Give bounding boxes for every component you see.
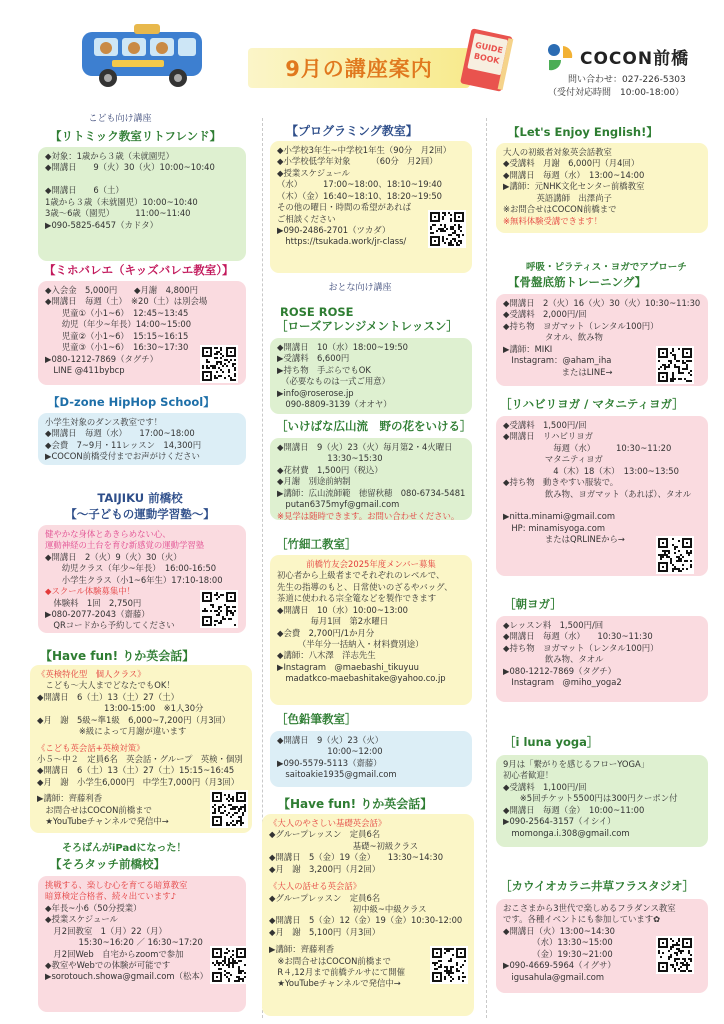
card-line: ※級によって月謝が違います xyxy=(37,726,187,737)
card-line: お問合せはCOCON前橋まで xyxy=(37,804,152,815)
book-text: BOOK xyxy=(473,51,501,66)
card-line: ◆開講日 10（水）18:00~19:50 xyxy=(277,342,409,352)
card-line: ▶nitta.minami@gmail.com xyxy=(503,511,616,522)
bus-illustration xyxy=(72,14,212,96)
card-line: 初中級~中級クラス xyxy=(269,903,427,914)
card-line: 月2回Web 自宅からzoomで参加 xyxy=(45,948,184,959)
card-line: ◆入会金 5,000円 ◆月謝 4,800円 xyxy=(45,285,198,295)
class-catchphrase: 呼吸・ピラティス・ヨガでアプローチ xyxy=(526,262,687,273)
card-line: ◆月 謝 小学生6,000円 中学生7,000円（月3回） xyxy=(37,776,240,787)
card-line: 《大人のやさしい基礎英会話》 xyxy=(269,818,387,828)
card-line: 小５～中２ 定員6名 英会話・グループ 英検・個別 xyxy=(37,753,243,764)
class-title: ［色鉛筆教室］ xyxy=(276,712,357,726)
card-line: ▶080-1212-7869（タグチ） xyxy=(45,353,158,364)
card-line: ▶持ち物 手ぶらでもOK xyxy=(277,364,371,375)
class-card xyxy=(38,147,246,261)
card-line: 13:00-15:00 ※1人30分 xyxy=(37,703,204,714)
card-line: ※お問合せはCOCON前橋まで xyxy=(503,204,617,215)
card-line: （必要なものは一式ご用意） xyxy=(277,376,391,387)
class-card xyxy=(496,755,708,847)
cocon-logo-icon xyxy=(545,42,575,72)
card-line: 初心者から上級者までそれぞれのレベルで、 xyxy=(277,570,445,581)
qr-code-icon[interactable] xyxy=(656,346,694,384)
card-line: Instagram：@aham_iha xyxy=(503,355,612,366)
card-line: ◆開講日 2（火）9（火）30（火） xyxy=(45,551,182,562)
card-line: 暗算検定合格者、続々出ています♪ xyxy=(45,891,176,902)
column-divider-2 xyxy=(486,118,487,1018)
card-line: ◆持ち物 ヨガマット（レンタル100円） xyxy=(503,320,659,331)
card-line: （半年分一括納入・材料費別途） xyxy=(277,638,424,649)
card-line: ◆開講日 毎週（水） 10:30~11:30 xyxy=(503,631,653,642)
class-card xyxy=(38,876,246,1012)
class-card xyxy=(262,814,474,1016)
card-line: 《英検特化型 個人クラス》 xyxy=(37,669,146,679)
card-line: 茶道に使われる宗全篭などを製作できます xyxy=(277,593,437,604)
guide-book-icon xyxy=(455,26,517,98)
card-line: https://tsukada.work/jr-class/ xyxy=(277,236,407,247)
card-line: 運動神経の土台を育む新感覚の運動学習塾 xyxy=(45,540,205,551)
card-line: 毎週（水） 10:30~11:20 xyxy=(503,442,672,453)
card-line: ◆スクール体験募集中！ xyxy=(45,586,136,597)
card-line: ▶Instagram @maebashi_tikuyuu xyxy=(277,661,419,672)
card-line: ◆開講日 リハビリヨガ xyxy=(503,431,593,442)
card-line: ★YouTubeチャンネルで発信中→ xyxy=(37,816,169,827)
card-line: ※無料体験受講できます！ xyxy=(503,215,603,226)
class-title: ［竹細工教室］ xyxy=(276,537,357,551)
card-line: マタニティヨガ xyxy=(503,454,603,465)
contact-phone: 問い合わせ：027-226-5303 xyxy=(568,75,686,85)
card-line: ◆レッスン料 1,500円/回 xyxy=(503,620,604,630)
card-line: またはLINE→ xyxy=(503,366,613,377)
card-line: ◆開講日 2（火）16（火）30（火）10:30~11:30 xyxy=(503,298,701,308)
class-card xyxy=(270,438,472,520)
card-line xyxy=(503,500,701,511)
card-line: 飲み物、タオル xyxy=(503,654,604,665)
class-title: 【Have fun! りか英会話】 xyxy=(40,649,195,663)
class-title: ［いけばな広山流 野の花をいける］ xyxy=(276,419,472,433)
card-line: ◆開講日 6（土） xyxy=(45,185,124,196)
card-line: ◆開講日（火）13:00~14:30 xyxy=(503,925,615,936)
card-line: またはQRLINEから→ xyxy=(503,534,625,545)
card-line: HP: minamisyoga.com xyxy=(503,522,606,533)
card-line: ▶講師：MIKI xyxy=(503,343,553,354)
card-line: 《こども英会話+英検対策》 xyxy=(37,742,145,753)
card-line: 9月は「繋がりを感じるフローYOGA」 xyxy=(503,759,650,769)
card-line: ◆講師：八木澤 洋志先生 xyxy=(277,650,376,661)
class-title: ［リハビリヨガ / マタニティヨガ］ xyxy=(500,397,684,411)
card-line: ◆授業スケジュール xyxy=(45,914,118,925)
card-line: おこさまから3世代で楽しめるフラダンス教室 xyxy=(503,903,676,913)
class-title: 【D-zone HipHop School】 xyxy=(48,395,215,409)
kids-section-label: こども向け講座 xyxy=(88,114,152,124)
class-title: ROSE ROSE xyxy=(280,305,354,319)
card-line: ◆花材費 1,500円（税込） xyxy=(277,464,383,475)
card-line: 3歳～6歳（園児） 11:00~11:40 xyxy=(45,208,191,219)
card-line: ▶info@roserose.jp xyxy=(277,387,354,398)
class-title: 【Let's Enjoy English!】 xyxy=(508,125,658,139)
card-line: ▶090-5825-6457（カドタ） xyxy=(45,219,158,230)
card-line: ◆開講日 6（土）13（土）27（土）15:15~16:45 xyxy=(37,765,235,776)
card-line: ◆対象：1歳から３歳（未就園児） xyxy=(45,151,175,161)
card-line: ◆開講日 9（火）23（火）毎月第2・4火曜日 xyxy=(277,442,453,452)
class-card xyxy=(496,616,708,702)
card-line: ▶講師：広山流師範 徳留秋穂 080-6734-5481 xyxy=(277,487,465,498)
card-line: 初心者歓迎！ xyxy=(503,770,554,781)
card-line: ◆小学校低学年対象 （60分 月2回） xyxy=(277,156,438,167)
card-line: ◆月 謝 5級~準1級 6,000~7,200円（月3回） xyxy=(37,714,231,725)
card-line: ◆会費 2,700円/1か月分 xyxy=(277,627,375,638)
card-line: タオル、飲み物 xyxy=(503,332,603,343)
class-card xyxy=(270,731,472,787)
card-line: （木）（金）16:40~18:10、18:20~19:50 xyxy=(277,190,443,201)
card-line: 13:30~15:30 xyxy=(277,453,383,464)
card-line: その他の曜日・時間の希望があれば xyxy=(277,202,411,213)
card-line: ◆グループレッスン 定員6名 xyxy=(269,829,381,840)
card-line: 090-8809-3139（オオヤ） xyxy=(277,399,392,410)
card-line: 1歳から３歳（未就園児）10:00~10:40 xyxy=(45,196,198,207)
card-line: ▶090-5579-5113（齋藤） xyxy=(277,757,382,768)
card-line: 小学生クラス（小1~6年生）17:10-18:00 xyxy=(45,574,223,585)
logo-text: COCON前橋 xyxy=(580,49,690,69)
card-line: ◆開講日 6（土）13（土）27（土） xyxy=(37,691,179,702)
card-line: 《大人の話せる英会話》 xyxy=(269,881,362,892)
card-line: 飲み物、ヨガマット（あれば）、タオル xyxy=(503,488,692,499)
card-line: ▶090-2564-3157（イシイ） xyxy=(503,816,616,827)
adults-section-label: おとな向け講座 xyxy=(328,283,392,293)
card-line: こども～大人までどなたでもOK！ xyxy=(37,680,175,691)
qr-code-icon[interactable] xyxy=(656,936,694,974)
contact-hours: （受付対応時間 10:00-18:00） xyxy=(548,88,685,98)
card-line: saitoakie1935@gmail.com xyxy=(277,769,397,780)
card-line: ◆月 謝 3,200円（月2回） xyxy=(269,863,381,874)
card-line: madatkco-maebashitake@yahoo.co.jp xyxy=(277,673,446,684)
class-card xyxy=(270,141,472,273)
card-line: 健やかな身体とあきらめない心、 xyxy=(45,529,171,539)
class-title: ［朝ヨガ］ xyxy=(504,597,562,611)
card-line: ※見学は随時できます。お問い合わせください。 xyxy=(277,510,460,521)
qr-code-icon[interactable] xyxy=(200,590,238,628)
class-title: TAIJIKU 前橋校 xyxy=(97,491,183,505)
card-line: ◆受講料 月謝 6,000円（月4回） xyxy=(503,158,640,169)
card-line: ◆開講日 10（水）10:00~13:00 xyxy=(277,604,409,615)
qr-code-icon[interactable] xyxy=(656,536,694,574)
card-line: Instagram @miho_yoga2 xyxy=(503,677,622,688)
card-line: ◆月 謝 5,100円（月3回） xyxy=(269,926,381,937)
card-line: ◆開講日 毎週（水） 17:00~18:00 xyxy=(45,428,195,439)
class-card xyxy=(38,413,246,465)
card-line: （水）13:30~15:00 xyxy=(503,937,613,948)
class-title: 【ミホバレエ（キッズバレエ教室）】 xyxy=(44,263,234,277)
card-line: ※5回チケット5500円は300円クーポン付 xyxy=(503,793,678,804)
class-title: ［i luna yoga］ xyxy=(504,735,599,749)
card-line: ▶受講料 6,600円 xyxy=(277,353,350,364)
card-line: ※お問合せはCOCON前橋まで xyxy=(269,955,391,966)
card-line: ▶090-2486-2701（ツカダ） xyxy=(277,224,391,235)
card-line: ★YouTubeチャンネルで発信中→ xyxy=(269,978,401,989)
card-line: ◆開講日 9（火）23（火） xyxy=(277,735,384,745)
class-title: 【Have fun! りか英会話】 xyxy=(278,797,433,811)
card-line: 児童①（小1~6） 12:45~13:45 xyxy=(45,307,189,318)
card-line: 大人の初級者対象英会話教室 xyxy=(503,147,612,157)
qr-code-icon[interactable] xyxy=(200,345,238,383)
card-line: 児童②（小1~6） 15:15~16:15 xyxy=(45,330,189,341)
class-title: 【骨盤底筋トレーニング】 xyxy=(508,275,647,289)
card-line: 体験料 1回 2,750円 xyxy=(45,597,142,608)
card-line: ◆年長~小6（50分授業） xyxy=(45,902,142,913)
class-title: 【そろタッチ前橋校】 xyxy=(50,857,165,871)
class-card xyxy=(270,338,472,414)
card-line: ◆開講日 毎週（土） ※20（土）は別会場 xyxy=(45,296,208,307)
card-line: LINE @411bybcp xyxy=(45,364,125,375)
card-line: 挑戦する、楽しむ心を育てる暗算教室 xyxy=(45,880,188,890)
card-line: ◆会費 7~9月・11レッスン 14,300円 xyxy=(45,439,202,450)
card-line: ◆開講日 9（火）30（火）10:00~10:40 xyxy=(45,162,215,173)
card-line: 前橋竹友会2025年度メンバー募集 xyxy=(306,559,436,569)
class-card xyxy=(270,555,472,705)
class-title: 【リトミック教室リトフレンド】 xyxy=(50,129,222,143)
card-line: 小学生対象のダンス教室です！ xyxy=(45,417,163,427)
card-line: ▶講師：齊藤利香 xyxy=(269,944,335,955)
card-line: ◆月謝 別途前納制 xyxy=(277,476,351,487)
card-line: ▶COCON前橋受付までお声がけください xyxy=(45,451,200,462)
card-line: ◆開講日 5（金）12（金）19（金）10:30-12:00 xyxy=(269,915,463,926)
card-line: ◆開講日 5（金）19（金） 13:30~14:30 xyxy=(269,852,444,863)
card-line: ▶080-1212-7869（タグチ） xyxy=(503,665,616,676)
class-catchphrase: そろばんがiPadになった！ xyxy=(62,843,187,854)
card-line: 毎月1回 第2水曜日 xyxy=(277,616,389,627)
card-line: （金）19:30~21:00 xyxy=(503,948,613,959)
class-subtitle: 【～子どもの運動学習塾～】 xyxy=(65,507,215,521)
card-line: （水） 17:00~18:00、18:10~19:40 xyxy=(277,179,443,190)
card-line: R４,12月まで前橋テルサにて開催 xyxy=(269,967,405,978)
card-line: ▶090-4669-5964（イグサ） xyxy=(503,960,616,971)
card-line: 児童③（小1~6） 16:30~17:30 xyxy=(45,342,189,353)
card-line xyxy=(45,174,239,185)
card-line: ◆開講日 毎週（金） 10:00~11:00 xyxy=(503,804,645,815)
card-line: momonga.i.308@gmail.com xyxy=(503,827,630,838)
card-line: ◆小学校3年生~中学校1年生（90分 月2回） xyxy=(277,145,452,155)
card-line: ◆持ち物 ヨガマット（レンタル100円） xyxy=(503,642,659,653)
qr-code-icon[interactable] xyxy=(430,946,468,984)
card-line: ◆受講料 1,500円/回 xyxy=(503,420,587,430)
card-line: ご相談ください xyxy=(277,213,336,224)
card-line: です。各種イベントにも参加しています✿ xyxy=(503,914,661,925)
class-title: 【プログラミング教室】 xyxy=(286,124,418,138)
card-line: ◆受講料 1,100円/回 xyxy=(503,781,587,792)
card-line: ▶講師：齊藤利香 xyxy=(37,793,103,804)
page-title-banner xyxy=(248,48,470,88)
card-line: ◆受講料 2,000円/回 xyxy=(503,309,587,320)
card-line: ▶sorotouch.showa@gmail.com（松本） xyxy=(45,971,209,982)
card-line: putan6375myf@gmail.com xyxy=(277,499,400,510)
card-line: 基礎~初級クラス xyxy=(269,840,419,851)
card-line: 10:00~12:00 xyxy=(277,746,383,757)
class-card xyxy=(496,143,708,233)
qr-code-icon[interactable] xyxy=(210,790,248,828)
card-line: 幼児クラス（年少~年長） 16:00-16:50 xyxy=(45,563,217,574)
card-line: ◆グループレッスン 定員6名 xyxy=(269,892,381,903)
card-line: ▶講師：元NHK文化センター前橋教室 xyxy=(503,181,645,192)
card-line: QRコードから予約してください xyxy=(45,620,175,631)
card-line: ◆授業スケジュール xyxy=(277,167,350,178)
guide-text: GUIDE xyxy=(474,40,504,56)
card-line: 4（木）18（木） 13:00~13:50 xyxy=(503,465,679,476)
qr-code-icon[interactable] xyxy=(210,946,248,984)
card-line: igusahula@gmail.com xyxy=(503,971,605,982)
card-line: 月2回教室 1（月）22（月） xyxy=(45,925,167,936)
card-line: 幼児（年少~年長）14:00~15:00 xyxy=(45,319,192,330)
card-line: ◆教室やWebでの体験が可能です xyxy=(45,959,171,970)
qr-code-icon[interactable] xyxy=(428,210,466,248)
card-line: ◆持ち物 動きやすい服装で。 xyxy=(503,477,619,488)
card-line: 英語講師 出澤尚子 xyxy=(503,192,612,203)
class-subtitle: ［ローズアレンジメントレッスン］ xyxy=(276,319,458,333)
card-line: 15:30~16:20 ／ 16:30~17:20 xyxy=(45,937,203,948)
page-title: 9月の講座案内 xyxy=(285,57,433,81)
card-line: ▶080-2077-2043（齋藤） xyxy=(45,608,150,619)
card-line: 先生の指導のもと、日常使いのざるやバッグ、 xyxy=(277,581,453,592)
card-line: ◆開講日 毎週（水） 13:00~14:00 xyxy=(503,169,645,180)
class-title: ［カウイオカラニ井草フラスタジオ］ xyxy=(500,879,695,893)
